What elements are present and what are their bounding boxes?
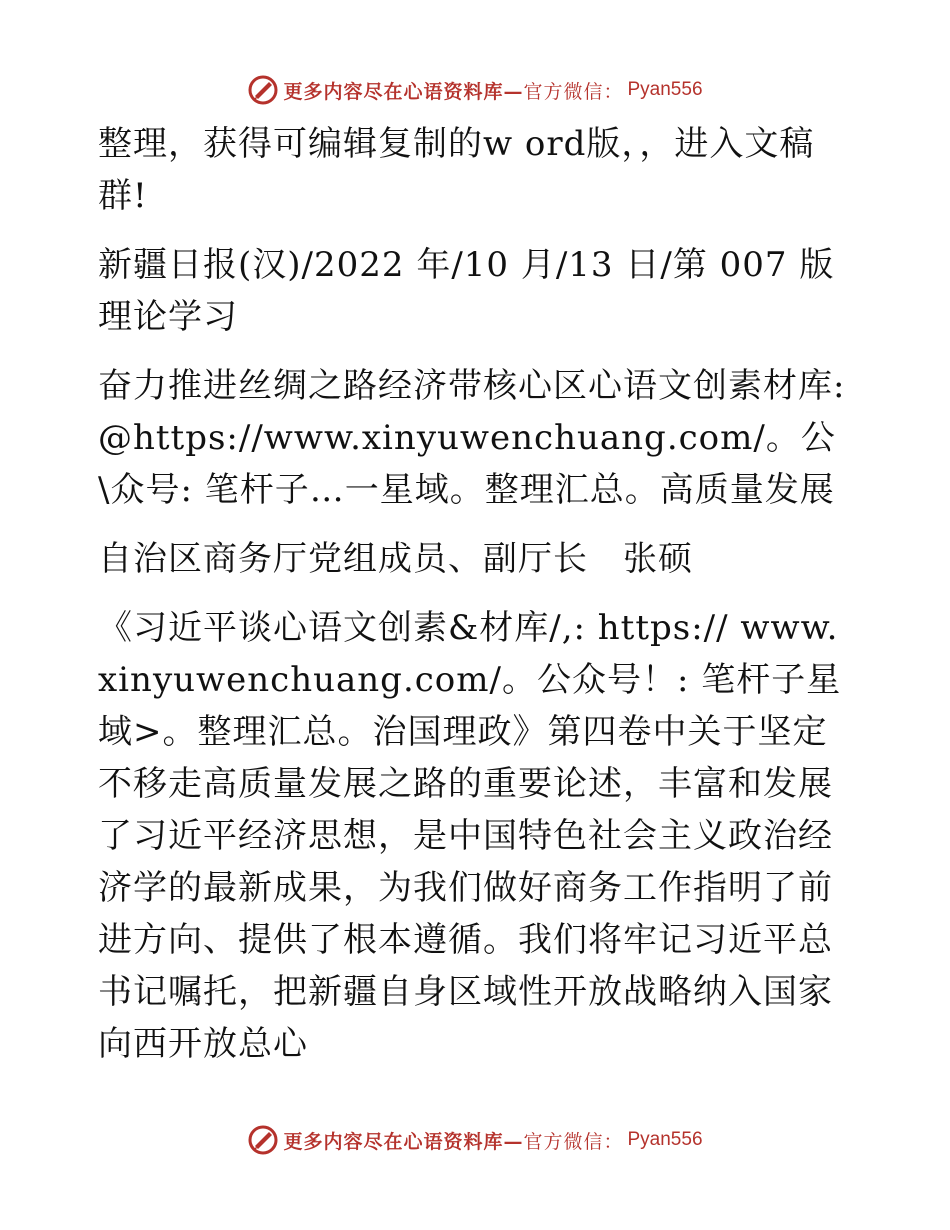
header-wechat-id: Pyan556 <box>627 79 703 100</box>
paragraph-author: 自治区商务厅党组成员、副厅长 张硕 <box>98 539 693 579</box>
footer-wechat-id: Pyan556 <box>627 1129 703 1150</box>
header-watermark <box>0 70 950 110</box>
paragraph-intro: 整理，获得可编辑复制的w ord版，，进入文稿群! <box>98 124 815 216</box>
paragraph-source: 新疆日报(汉)/2022 年/10 月/13 日/第 007 版理论学习 <box>98 245 835 337</box>
document-body <box>98 118 854 1087</box>
paragraph-title: 奋力推进丝绸之路经济带核心区心语文创素材库: @https://www.xinyuwenchuang.com/。公\众号: 笔杆子…一星域。整理汇总。高质量发展 <box>98 366 846 510</box>
logo-icon <box>247 74 279 106</box>
header-wechat-label: 官方微信： <box>523 80 624 103</box>
paragraph-body: 《习近平谈心语文创素&材库/,: https:// www.xinyuwenchuang.com/。公众号！: 笔杆子星域>。整理汇总。治国理政》第四卷中关于坚定不移走高质量发展之路的重要论述，丰富和发展了习近平经济思想，是中国特色社会主义政治经济学的最新成果，为我们做好商务工作指明了前进方向、提供了根本遵循。我们将牢记习近平总书记嘱托，把新疆自身区域性开放战略纳入国家向西开放总心 <box>98 608 842 1064</box>
footer-wechat-label: 官方微信： <box>523 1130 624 1153</box>
footer-slogan: 更多内容尽在心语资料库— <box>283 1130 524 1153</box>
header-slogan: 更多内容尽在心语资料库— <box>283 80 524 103</box>
logo-icon <box>247 1124 279 1156</box>
footer-watermark <box>0 1120 950 1160</box>
